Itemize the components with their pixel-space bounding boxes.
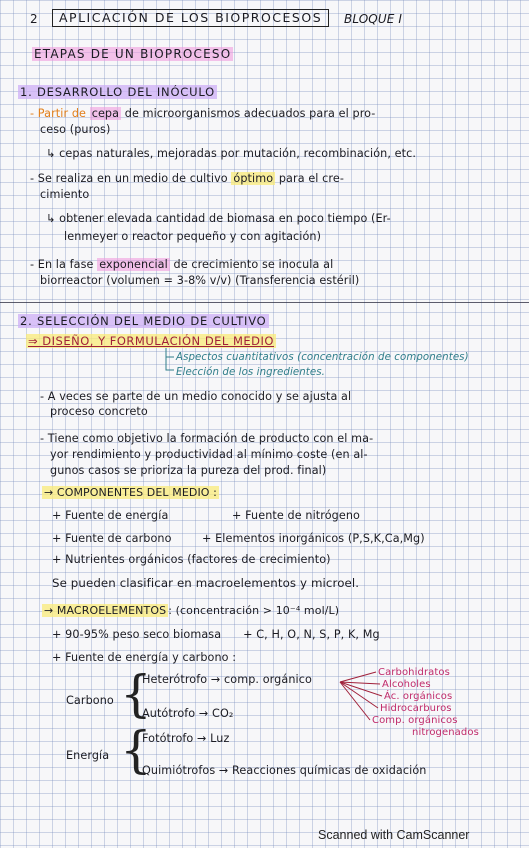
s1-b1-rest: de microorganismos adecuados para el pro-: [121, 107, 376, 120]
org-item-4: Hidrocarburos: [380, 703, 452, 714]
comp-carbon: + Fuente de carbono: [52, 532, 172, 545]
comp-inorganic: + Elementos inorgánicos (P,S,K,Ca,Mg): [202, 532, 425, 545]
organic-arrows: [340, 672, 382, 720]
comp-organic-nutrients: + Nutrientes orgánicos (factores de crecimiento): [52, 553, 331, 566]
s1-bullet2-sub-line2: lenmeyer o reactor pequeño y con agitación): [64, 230, 322, 243]
components-heading-text: → COMPONENTES DEL MEDIO :: [44, 486, 217, 499]
org-item-1: Carbohidratos: [378, 667, 450, 678]
autotrofo-line: Autótrofo → CO₂: [142, 707, 234, 720]
s1-bullet1-line2: ceso (puros): [40, 123, 111, 136]
s2-c2-line1: - Tiene como objetivo la formación de producto con el ma-: [40, 432, 374, 445]
org-item-2: Alcoholes: [382, 679, 431, 690]
s1-b3-rest: de crecimiento se inocula al: [169, 258, 334, 271]
s1-b2-prefix: - Se realiza en un medio de cultivo: [30, 172, 232, 185]
carbono-label: Carbono: [66, 694, 114, 707]
org-item-3: Ác. orgánicos: [384, 691, 453, 702]
s1-bullet2-sub-line1: ↳ obtener elevada cantidad de biomasa en poco tiempo (Er-: [46, 212, 391, 225]
section1-heading-text: 1. DESARROLLO DEL INÓCULO: [20, 85, 215, 99]
quimiotrofo-line: Quimiótrofos → Reacciones químicas de oxidación: [142, 764, 427, 777]
heterotrofo-line: Heterótrofo → comp. orgánico: [142, 673, 312, 686]
s2-c1-line2: proceso concreto: [50, 405, 148, 418]
page-title: APLICACIÓN DE LOS BIOPROCESOS: [52, 9, 329, 27]
s1-bullet2-line2: cimiento: [40, 188, 90, 201]
energia-brace: {: [120, 721, 152, 779]
design-arrows: [166, 348, 174, 370]
energia-label: Energía: [66, 749, 110, 762]
s2-c1-line1: - A veces se parte de un medio conocido y se ajusta al: [40, 390, 352, 403]
page-number: 2: [30, 12, 38, 26]
election-note: Elección de los ingredientes.: [176, 367, 326, 378]
s1-b1-cepa: cepa: [91, 107, 120, 120]
macro-label: → MACROELEMENTOS: [44, 604, 167, 617]
s1-b1-prefix: - Partir de: [30, 107, 90, 120]
s1-b2-rest: para el cre-: [275, 172, 344, 185]
s1-b2-optimo: óptimo: [233, 172, 274, 185]
s1-b3-exp: exponencial: [99, 258, 168, 271]
org-item-5: Comp. orgánicos: [372, 715, 458, 726]
s2-c2-line3: gunos casos se prioriza la pureza del prod. final): [50, 464, 327, 477]
fototrofo-line: Fotótrofo → Luz: [142, 732, 230, 745]
org-item-6: nitrogenados: [412, 727, 479, 738]
aspects-note: Aspectos cuantitativos (concentración de componentes): [176, 352, 469, 363]
macro-line1: + 90-95% peso seco biomasa + C, H, O, N, S, P, K, Mg: [52, 628, 380, 641]
section2-heading-text: 2. SELECCIÓN DEL MEDIO DE CULTIVO: [20, 314, 267, 328]
s1-bullet3-line2: biorreactor (volumen = 3-8% v/v) (Transferencia estéril): [40, 274, 360, 287]
carbono-brace: {: [120, 665, 152, 723]
subtitle-text: ETAPAS DE UN BIOPROCESO: [34, 47, 232, 61]
macro-line2: + Fuente de energía y carbono :: [52, 651, 237, 664]
classify-line: Se pueden clasificar en macroelementos y microel.: [52, 576, 360, 590]
block-label: BLOQUE I: [344, 12, 402, 26]
s1-bullet1-sub: ↳ cepas naturales, mejoradas por mutación, recombinación, etc.: [46, 147, 417, 160]
design-heading-text: ⇒ DISEÑO, Y FORMULACIÓN DEL MEDIO: [28, 334, 274, 348]
macro-concentration: : (concentración > 10⁻⁴ mol/L): [168, 604, 340, 617]
comp-energy: + Fuente de energía: [52, 509, 169, 522]
s2-c2-line2: yor rendimiento y productividad al mínimo coste (en al-: [50, 448, 368, 461]
s1-b3-prefix: - En la fase: [30, 258, 98, 271]
scanner-footer: Scanned with CamScanner: [318, 828, 470, 842]
comp-nitrogen: + Fuente de nitrógeno: [232, 509, 360, 522]
